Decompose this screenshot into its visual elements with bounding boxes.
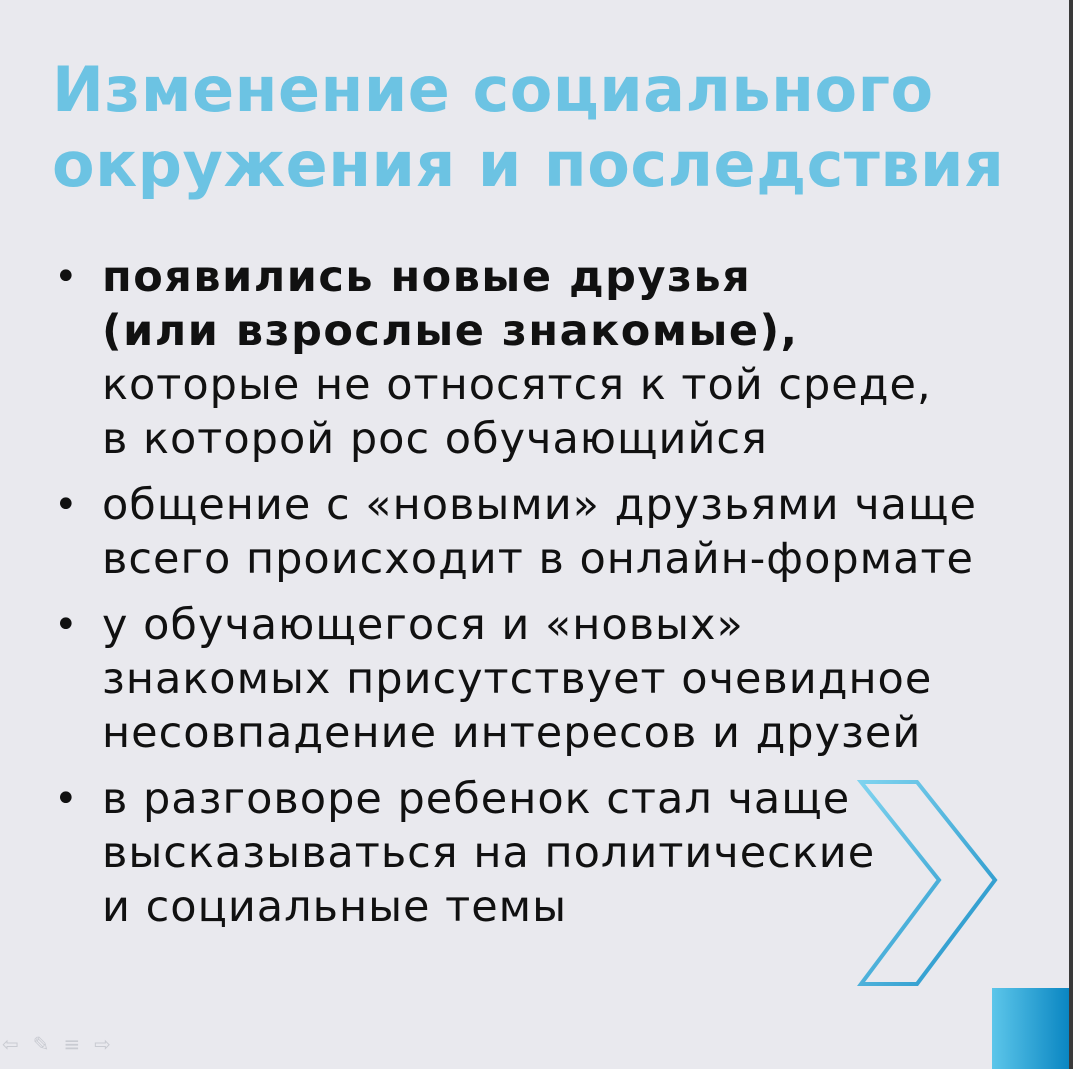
- bullet-1-bold-line-2: (или взрослые знакомые),: [102, 306, 799, 356]
- bullet-4-line-1: в разговоре ребенок стал чаще: [102, 774, 851, 824]
- bullet-marker: •: [54, 776, 78, 822]
- bullet-3-line-3: несовпадение интересов и друзей: [102, 708, 922, 758]
- next-arrow-icon[interactable]: ⇨: [94, 1032, 112, 1056]
- bullet-2-line-1: общение с «новыми» друзьями чаще: [102, 480, 977, 530]
- bullet-1-line-2: в которой рос обучающийся: [102, 414, 768, 464]
- corner-square: [992, 988, 1069, 1069]
- bullet-1-bold-line-1: появились новые друзья: [102, 252, 752, 302]
- window-edge: [1069, 0, 1073, 1069]
- bullet-1-line-1: которые не относятся к той среде,: [102, 360, 932, 410]
- bullet-3-line-1: у обучающегося и «новых»: [102, 600, 744, 650]
- bullet-item-2: [52, 478, 1052, 586]
- bullet-2-line-2: всего происходит в онлайн-формате: [102, 534, 974, 584]
- bullet-marker: •: [54, 602, 78, 648]
- bullet-marker: •: [54, 482, 78, 528]
- title-line-2: окружения и последствия: [52, 128, 1005, 201]
- slideshow-nav: [2, 1032, 111, 1056]
- chevron-right-outline-icon: [855, 778, 1000, 988]
- bullet-3-line-2: знакомых присутствует очевидное: [102, 654, 933, 704]
- bullet-item-3: [52, 598, 1052, 760]
- prev-arrow-icon[interactable]: ⇦: [2, 1032, 19, 1056]
- bullet-4-line-2: высказываться на политические: [102, 828, 876, 878]
- title-line-1: Изменение социального: [52, 53, 934, 126]
- bullet-4-line-3: и социальные темы: [102, 882, 568, 932]
- menu-icon[interactable]: ≡: [63, 1032, 81, 1056]
- slide-title: [52, 52, 1042, 202]
- bullet-marker: •: [54, 254, 78, 300]
- pen-icon[interactable]: ✎: [32, 1032, 50, 1056]
- bullet-item-1: [52, 250, 1052, 466]
